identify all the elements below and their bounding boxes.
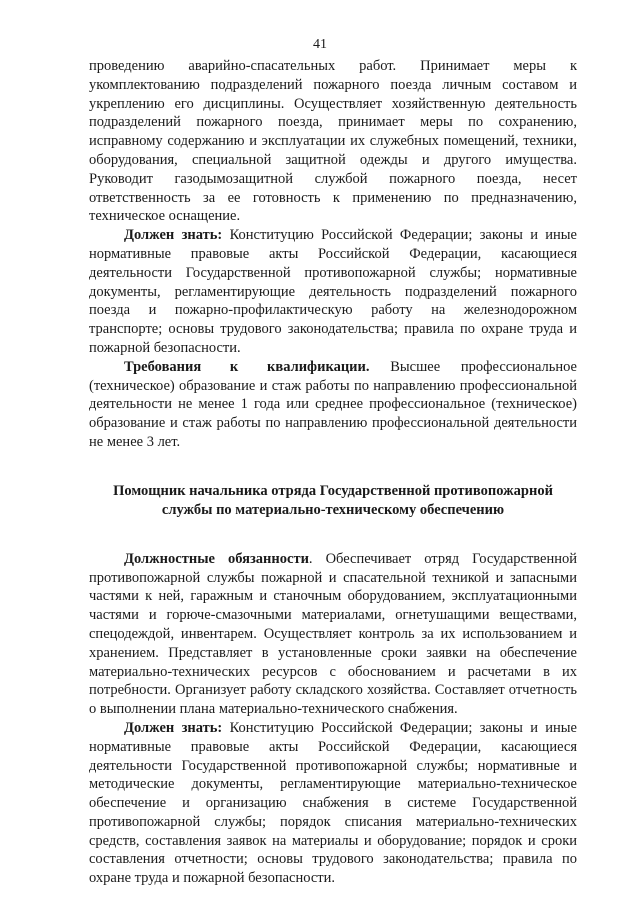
must-know-text: Конституцию Российской Федерации; законы и иные нормативные правовые акты Российской Федерации, касающиеся деятельности Государственной противопожарной службы; нормативные документы, регламентирующие деятельность подразделений пожарного поезда и пожарно-профилактическую работу на железнодорожном транспорте; основы трудового законодательства; правила по охране труда и пожарной безопасности. bbox=[89, 227, 577, 356]
must-know-label: Должен знать: bbox=[124, 227, 223, 244]
requirements-text: Высшее профессиональное (техническое) образование и стаж работы по направлению профессиональной деятельности не менее 1 года или среднее профессиональное (техническое) образование и стаж работы по направлению профессиональной деятельности не менее 3 лет. bbox=[89, 358, 577, 450]
page-content bbox=[89, 57, 577, 888]
paragraph-job-duties bbox=[89, 550, 577, 719]
job-duties-text: . Обеспечивает отряд Государственной противопожарной службы пожарной и спасательной техникой и запасными частями к ней, гаражным и станочным оборудованием, эксплуатационными частями и горюче-смазочными материалами, огнетушащими веществами, спецодеждой, инвентарем. Осуществляет контроль за их использованием и хранением. Представляет в установленные сроки заявки на обеспечение материально-технических ресурсов с обоснованием и расчетами в их потребности. Организует работу складского хозяйства. Составляет отчетность о выполнении плана материально-технического снабжения. bbox=[89, 550, 578, 718]
must-know-text-2: Конституцию Российской Федерации; законы и иные нормативные правовые акты Российской Федерации, касающиеся деятельности Государственной противопожарной службы; нормативные и методические документы, регламентирующие материально-техническое обеспечение и организацию снабжения в системе Государственной противопожарной службы; порядок списания материально-технических средств, составления заявок на материалы и оборудование; порядок и сроки составления отчетности; основы трудового законодательства; правила по охране труда и пожарной безопасности. bbox=[89, 719, 577, 887]
must-know-label-2: Должен знать: bbox=[124, 719, 223, 736]
paragraph-must-know-2 bbox=[89, 719, 577, 888]
section-heading: Помощник начальника отряда Государственной противопожарной службы по материально-техническому обеспечению bbox=[113, 482, 553, 518]
paragraph-requirements bbox=[89, 358, 577, 452]
requirements-label: Требования к квалификации. bbox=[124, 358, 370, 375]
job-duties-label: Должностные обязанности bbox=[124, 550, 309, 567]
page-number: 41 bbox=[313, 37, 327, 52]
paragraph-must-know bbox=[89, 226, 577, 358]
paragraph-duties-continuation: проведению аварийно-спасательных работ. Принимает меры к укомплектованию подразделений пожарного поезда личным составом и укреплению его дисциплины. Осуществляет хозяйственную деятельность подразделений пожарного поезда, принимает меры по сохранению, исправному содержанию и эксплуатации их служебных помещений, техники, оборудования, специальной защитной одежды и другого имущества. Руководит газодымозащитной службой пожарного поезда, несет ответственность за ее готовность к применению по предназначению, техническое оснащение. bbox=[89, 58, 577, 225]
